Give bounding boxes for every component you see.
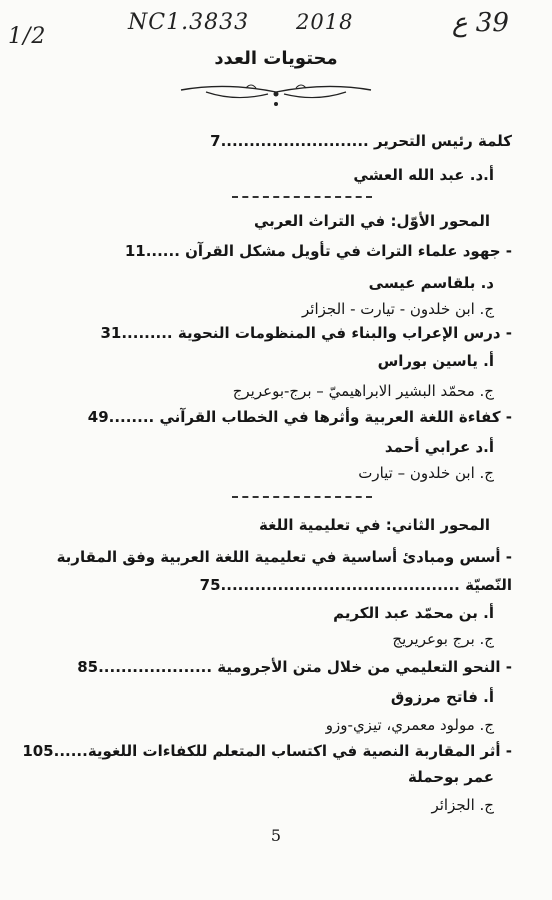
- toc-author: أ.د. عبد الله العشي: [353, 166, 494, 184]
- ornament-divider-icon: [176, 80, 376, 110]
- toc-author: أ. بن محمّد عبد الكريم: [333, 604, 494, 622]
- handwritten-year: 2018: [296, 10, 354, 34]
- section-heading-axis-1: المحور الأوّل: في التراث العربي: [253, 212, 490, 230]
- toc-affiliation: ج. ابن خلدون – تيارت: [358, 464, 494, 482]
- toc-affiliation: ج. ابن خلدون - تيارت - الجزائر: [302, 300, 494, 318]
- section-heading-axis-2: المحور الثاني: في تعليمية اللغة: [259, 516, 490, 534]
- handwritten-fraction: 1/2: [8, 24, 47, 49]
- toc-affiliation: ج. محمّد البشير الابراهيميّ – برج-بوعريرج: [232, 382, 494, 400]
- toc-affiliation: ج. الجزائر: [431, 796, 494, 814]
- dashed-separator: [232, 196, 372, 198]
- toc-author: أ.د عرابي أحمد: [384, 438, 494, 456]
- dashed-separator: [232, 496, 372, 498]
- toc-entry-continued: النّصيّة ..........................................75: [199, 576, 512, 594]
- toc-entry-editor-word: كلمة رئيس التحرير ..........................7: [210, 132, 512, 150]
- toc-author: عمر بوحملة: [408, 768, 494, 786]
- toc-affiliation: ج. برج بوعريريج: [392, 630, 494, 648]
- toc-entry: - أثر المقاربة النصية في اكتساب المتعلم للكفاءات اللغوية......105: [22, 742, 512, 760]
- page-number: 5: [270, 826, 282, 845]
- toc-entry: - درس الإعراب والبناء في المنظومات النحوية .........31: [100, 324, 512, 342]
- toc-entry: - النحو التعليمي من خلال متن الأجرومية ....................85: [77, 658, 512, 676]
- toc-entry: - جهود علماء التراث في تأويل مشكل القرآن ......11: [124, 242, 512, 260]
- toc-affiliation: ج. مولود معمري، تيزي-وزو: [325, 716, 494, 734]
- toc-author: أ. فاتح مرزوق: [390, 688, 494, 706]
- toc-author: د. بلقاسم عيسى: [368, 274, 494, 292]
- handwritten-number: 39 ع: [452, 8, 509, 38]
- toc-author: أ. ياسين بوراس: [377, 352, 494, 370]
- page-title: محتويات العدد: [214, 48, 338, 69]
- toc-entry: - كفاءة اللغة العربية وأثرها في الخطاب القرآني ........49: [87, 408, 512, 426]
- toc-entry: - أسس ومبادئ أساسية في تعليمية اللغة العربية وفق المقاربة: [56, 548, 512, 566]
- handwritten-code: NC1.3833: [128, 10, 250, 35]
